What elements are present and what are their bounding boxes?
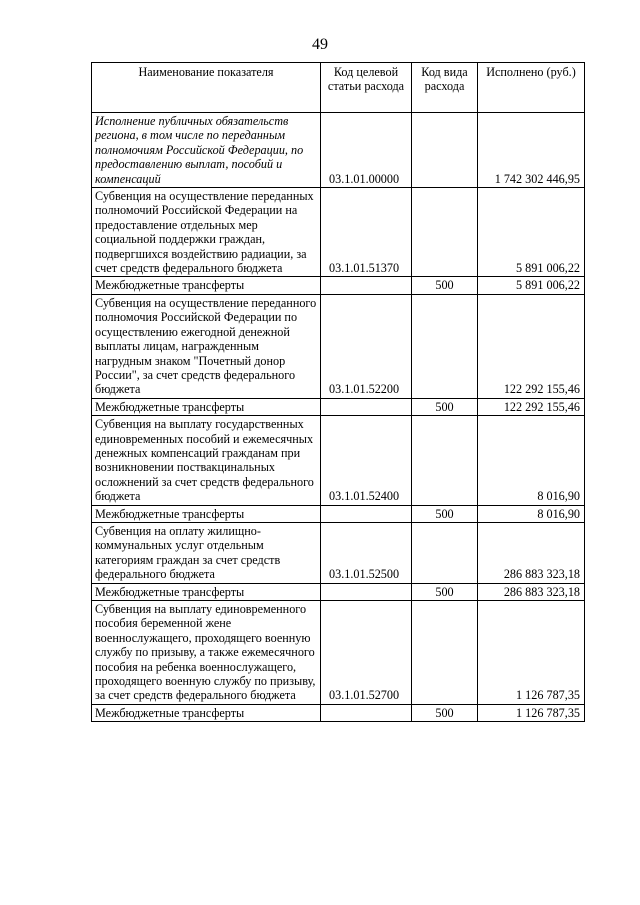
page-number: 49 xyxy=(312,36,328,53)
row-code: 03.1.01.52500 xyxy=(321,522,412,583)
row-code xyxy=(321,704,412,721)
row-name: Межбюджетные трансферты xyxy=(92,704,321,721)
header-executed: Исполнено (руб.) xyxy=(478,63,585,113)
row-amount: 122 292 155,46 xyxy=(478,294,585,398)
row-name: Межбюджетные трансферты xyxy=(92,505,321,522)
table-row xyxy=(92,113,585,188)
table-row xyxy=(92,505,585,522)
table-row xyxy=(92,398,585,415)
row-kind: 500 xyxy=(412,398,478,415)
table-row xyxy=(92,188,585,277)
row-kind xyxy=(412,522,478,583)
row-kind xyxy=(412,188,478,277)
table-row xyxy=(92,522,585,583)
row-amount: 1 126 787,35 xyxy=(478,601,585,705)
table-row xyxy=(92,601,585,705)
row-code: 03.1.01.52200 xyxy=(321,294,412,398)
header-name: Наименование показателя xyxy=(92,63,321,113)
row-code xyxy=(321,398,412,415)
row-code: 03.1.01.00000 xyxy=(321,113,412,188)
row-code: 03.1.01.52400 xyxy=(321,416,412,505)
row-name: Субвенция на осуществление переданного полномочия Российской Федерации по осуществлению ежегодной денежной выплаты лицам, награжденным нагрудным знаком "Почетный донор России", за счет средств федерального бюджета xyxy=(92,294,321,398)
row-code xyxy=(321,583,412,600)
row-kind: 500 xyxy=(412,277,478,294)
table-row xyxy=(92,583,585,600)
row-name: Межбюджетные трансферты xyxy=(92,583,321,600)
row-code xyxy=(321,277,412,294)
row-name: Субвенция на выплату единовременного пособия беременной жене военнослужащего, проходящего военную службу по призыву, а также ежемесячного пособия на ребенка военнослужащего, проходящего военную службу по призыву, за счет средств федерального бюджета xyxy=(92,601,321,705)
row-amount: 8 016,90 xyxy=(478,416,585,505)
row-name: Межбюджетные трансферты xyxy=(92,277,321,294)
row-name: Субвенция на осуществление переданных полномочий Российской Федерации на предоставление отдельных мер социальной поддержки граждан, подвергшихся воздействию радиации, за счет средств федерального бюджета xyxy=(92,188,321,277)
row-amount: 1 742 302 446,95 xyxy=(478,113,585,188)
row-kind xyxy=(412,294,478,398)
table-row xyxy=(92,704,585,721)
row-amount: 286 883 323,18 xyxy=(478,522,585,583)
row-amount: 122 292 155,46 xyxy=(478,398,585,415)
row-name: Исполнение публичных обязательств региона, в том числе по переданным полномочиям Российской Федерации, по предоставлению выплат, пособий и компенсаций xyxy=(92,113,321,188)
row-code xyxy=(321,505,412,522)
row-amount: 286 883 323,18 xyxy=(478,583,585,600)
table-row xyxy=(92,294,585,398)
table-row xyxy=(92,416,585,505)
row-amount: 5 891 006,22 xyxy=(478,277,585,294)
row-name: Субвенция на выплату государственных единовременных пособий и ежемесячных денежных компенсаций гражданам при возникновении поствакцинальных осложнений за счет средств федерального бюджета xyxy=(92,416,321,505)
row-kind xyxy=(412,601,478,705)
row-kind xyxy=(412,113,478,188)
row-kind: 500 xyxy=(412,704,478,721)
row-kind: 500 xyxy=(412,505,478,522)
table-row xyxy=(92,277,585,294)
row-amount: 5 891 006,22 xyxy=(478,188,585,277)
row-amount: 1 126 787,35 xyxy=(478,704,585,721)
header-target-code: Код целевой статьи расхода xyxy=(321,63,412,113)
header-row xyxy=(92,63,585,113)
row-code: 03.1.01.52700 xyxy=(321,601,412,705)
row-code: 03.1.01.51370 xyxy=(321,188,412,277)
row-name: Субвенция на оплату жилищно-коммунальных услуг отдельным категориям граждан за счет средств федерального бюджета xyxy=(92,522,321,583)
row-kind xyxy=(412,416,478,505)
row-amount: 8 016,90 xyxy=(478,505,585,522)
budget-table xyxy=(91,62,585,722)
row-kind: 500 xyxy=(412,583,478,600)
header-kind-code: Код вида расхода xyxy=(412,63,478,113)
row-name: Межбюджетные трансферты xyxy=(92,398,321,415)
